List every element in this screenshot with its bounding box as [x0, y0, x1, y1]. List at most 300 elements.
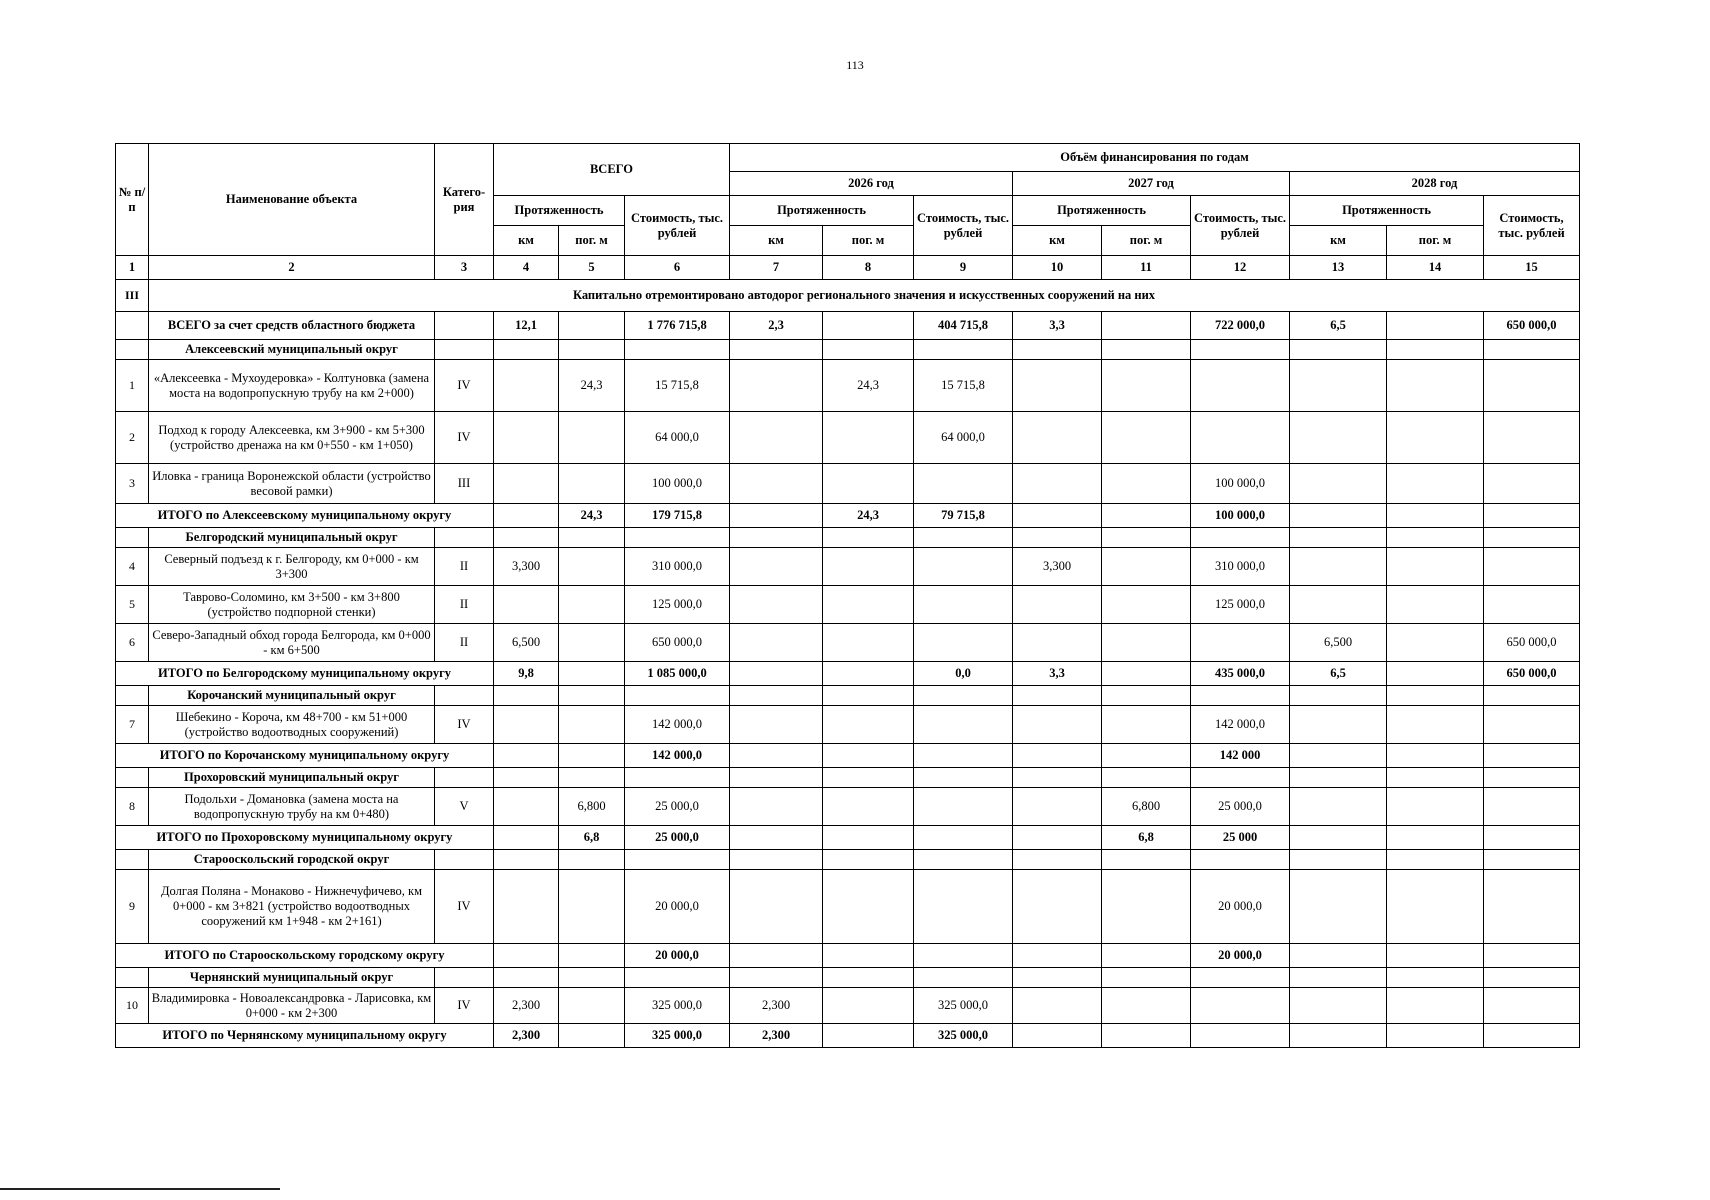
value-cell: [1290, 586, 1387, 624]
value-cell: 722 000,0: [1191, 312, 1290, 340]
value-cell: [730, 464, 823, 504]
value-cell: [1387, 464, 1484, 504]
value-cell: [1102, 464, 1191, 504]
value-cell: [1387, 870, 1484, 944]
value-cell: [559, 988, 625, 1024]
value-cell: 20 000,0: [1191, 944, 1290, 968]
value-cell: [1290, 706, 1387, 744]
empty-cell: [1102, 528, 1191, 548]
value-cell: [559, 1024, 625, 1048]
value-cell: [730, 706, 823, 744]
value-cell: 24,3: [823, 360, 914, 412]
municipality-name: Алексеевский муниципальный округ: [149, 340, 435, 360]
empty-cell: [625, 340, 730, 360]
empty-cell: [435, 768, 494, 788]
empty-cell: [1102, 686, 1191, 706]
object-name: «Алексеевка - Мухоудеровка» - Колтуновка (замена моста на водопропускную трубу на км 2+000): [149, 360, 435, 412]
empty-cell: [625, 850, 730, 870]
empty-cell: [730, 968, 823, 988]
value-cell: [494, 870, 559, 944]
header-km: км: [1013, 226, 1102, 256]
value-cell: 2,300: [730, 1024, 823, 1048]
value-cell: [1484, 1024, 1580, 1048]
value-cell: [494, 504, 559, 528]
object-name: Северный подъезд к г. Белгороду, км 0+000 - км 3+300: [149, 548, 435, 586]
empty-cell: [1191, 850, 1290, 870]
object-row: [116, 870, 1580, 944]
col-number: 6: [625, 256, 730, 280]
value-cell: 25 000,0: [1191, 788, 1290, 826]
header-length-total: Протяженность: [494, 196, 625, 226]
value-cell: [823, 788, 914, 826]
value-cell: 20 000,0: [625, 870, 730, 944]
value-cell: [1013, 412, 1102, 464]
header-num: № п/п: [116, 144, 149, 256]
value-cell: [1102, 312, 1191, 340]
value-cell: 6,800: [1102, 788, 1191, 826]
empty-cell: [1013, 850, 1102, 870]
value-cell: [1013, 944, 1102, 968]
value-cell: [1290, 870, 1387, 944]
subtotal-row: [116, 1024, 1580, 1048]
empty-cell: [559, 686, 625, 706]
value-cell: 25 000: [1191, 826, 1290, 850]
value-cell: 310 000,0: [1191, 548, 1290, 586]
subtotal-label: ИТОГО по Прохоровскому муниципальному округу: [116, 826, 494, 850]
value-cell: [1102, 504, 1191, 528]
value-cell: [1290, 464, 1387, 504]
col-number: 10: [1013, 256, 1102, 280]
subtotal-label: ИТОГО по Чернянскому муниципальному округу: [116, 1024, 494, 1048]
value-cell: [494, 788, 559, 826]
value-cell: [494, 464, 559, 504]
value-cell: [1191, 624, 1290, 662]
empty-cell: [1290, 850, 1387, 870]
municipality-name: Старооскольский городской округ: [149, 850, 435, 870]
header-length-2028: Протяженность: [1290, 196, 1484, 226]
subtotal-label: ИТОГО по Старооскольскому городскому округу: [116, 944, 494, 968]
value-cell: 6,8: [1102, 826, 1191, 850]
value-cell: [1102, 360, 1191, 412]
value-cell: 9,8: [494, 662, 559, 686]
object-row: [116, 548, 1580, 586]
empty-cell: [116, 768, 149, 788]
value-cell: [914, 788, 1013, 826]
value-cell: 2,300: [494, 1024, 559, 1048]
value-cell: [730, 360, 823, 412]
category-cell: IV: [435, 870, 494, 944]
value-cell: 64 000,0: [914, 412, 1013, 464]
value-cell: 100 000,0: [1191, 504, 1290, 528]
value-cell: [494, 412, 559, 464]
value-cell: [1191, 1024, 1290, 1048]
empty-cell: [1013, 768, 1102, 788]
value-cell: [1290, 504, 1387, 528]
grand-total-label: ВСЕГО за счет средств областного бюджета: [149, 312, 435, 340]
subtotal-label: ИТОГО по Алексеевскому муниципальному округу: [116, 504, 494, 528]
value-cell: [823, 662, 914, 686]
value-cell: [559, 706, 625, 744]
value-cell: [1387, 1024, 1484, 1048]
empty-cell: [1484, 340, 1580, 360]
value-cell: [1013, 504, 1102, 528]
value-cell: [1013, 464, 1102, 504]
value-cell: [1013, 744, 1102, 768]
header-row-1: [116, 144, 1580, 172]
value-cell: 142 000,0: [625, 706, 730, 744]
value-cell: 0,0: [914, 662, 1013, 686]
page-number: 113: [846, 58, 864, 72]
empty-cell: [494, 850, 559, 870]
value-cell: [1290, 826, 1387, 850]
value-cell: [1290, 944, 1387, 968]
header-cost-2028: Стоимость, тыс. рублей: [1484, 196, 1580, 256]
empty-cell: [1013, 686, 1102, 706]
value-cell: [1387, 826, 1484, 850]
empty-cell: [1191, 686, 1290, 706]
value-cell: 650 000,0: [1484, 662, 1580, 686]
value-cell: [1484, 706, 1580, 744]
value-cell: 310 000,0: [625, 548, 730, 586]
value-cell: 20 000,0: [1191, 870, 1290, 944]
subtotal-label: ИТОГО по Белгородскому муниципальному округу: [116, 662, 494, 686]
empty-cell: [823, 686, 914, 706]
section-title: Капитально отремонтировано автодорог регионального значения и искусственных сооружений на них: [149, 280, 1580, 312]
value-cell: [494, 944, 559, 968]
header-km: км: [1290, 226, 1387, 256]
empty-cell: [1102, 768, 1191, 788]
empty-cell: [823, 528, 914, 548]
empty-cell: [914, 968, 1013, 988]
object-row: [116, 464, 1580, 504]
row-number: 5: [116, 586, 149, 624]
empty-cell: [730, 850, 823, 870]
category-cell: IV: [435, 360, 494, 412]
header-year-2027: 2027 год: [1013, 172, 1290, 196]
empty-cell: [625, 528, 730, 548]
value-cell: [1102, 586, 1191, 624]
empty-cell: [730, 340, 823, 360]
value-cell: 125 000,0: [1191, 586, 1290, 624]
category-cell: [435, 312, 494, 340]
header-m: пог. м: [1387, 226, 1484, 256]
empty-cell: [1387, 340, 1484, 360]
value-cell: 100 000,0: [1191, 464, 1290, 504]
value-cell: [1102, 548, 1191, 586]
value-cell: 24,3: [559, 504, 625, 528]
empty-cell: [1484, 768, 1580, 788]
header-length-2026: Протяженность: [730, 196, 914, 226]
value-cell: [1013, 586, 1102, 624]
value-cell: 325 000,0: [914, 988, 1013, 1024]
value-cell: [823, 464, 914, 504]
value-cell: 3,300: [1013, 548, 1102, 586]
empty-cell: [435, 850, 494, 870]
value-cell: [1387, 988, 1484, 1024]
column-number-row: [116, 256, 1580, 280]
object-row: [116, 988, 1580, 1024]
empty-cell: [1191, 528, 1290, 548]
value-cell: [1013, 624, 1102, 662]
value-cell: [494, 360, 559, 412]
category-cell: IV: [435, 412, 494, 464]
value-cell: [914, 706, 1013, 744]
row-number: 8: [116, 788, 149, 826]
subtotal-row: [116, 744, 1580, 768]
value-cell: [1484, 548, 1580, 586]
row-number: 7: [116, 706, 149, 744]
value-cell: [823, 412, 914, 464]
row-number: 10: [116, 988, 149, 1024]
empty-cell: [435, 968, 494, 988]
object-row: [116, 412, 1580, 464]
value-cell: [1290, 548, 1387, 586]
empty-cell: [494, 340, 559, 360]
value-cell: 6,500: [494, 624, 559, 662]
object-name: Таврово-Соломино, км 3+500 - км 3+800 (устройство подпорной стенки): [149, 586, 435, 624]
value-cell: [1013, 788, 1102, 826]
header-name: Наименование объекта: [149, 144, 435, 256]
row-number: 1: [116, 360, 149, 412]
empty-cell: [116, 528, 149, 548]
value-cell: [1484, 504, 1580, 528]
value-cell: 142 000,0: [625, 744, 730, 768]
value-cell: 1 776 715,8: [625, 312, 730, 340]
value-cell: [1484, 988, 1580, 1024]
value-cell: [559, 870, 625, 944]
header-year-2028: 2028 год: [1290, 172, 1580, 196]
value-cell: [730, 586, 823, 624]
col-number: 7: [730, 256, 823, 280]
empty-cell: [823, 968, 914, 988]
value-cell: [1387, 548, 1484, 586]
municipality-row: [116, 528, 1580, 548]
value-cell: 3,3: [1013, 662, 1102, 686]
object-row: [116, 788, 1580, 826]
empty-cell: [116, 340, 149, 360]
value-cell: [1191, 988, 1290, 1024]
col-number: 14: [1387, 256, 1484, 280]
value-cell: [1290, 412, 1387, 464]
empty-cell: [559, 968, 625, 988]
row-number: 4: [116, 548, 149, 586]
empty-cell: [1387, 686, 1484, 706]
value-cell: 2,300: [494, 988, 559, 1024]
header-year-2026: 2026 год: [730, 172, 1013, 196]
value-cell: [1484, 744, 1580, 768]
value-cell: [1013, 706, 1102, 744]
value-cell: [559, 744, 625, 768]
value-cell: [914, 464, 1013, 504]
value-cell: [1484, 412, 1580, 464]
value-cell: 12,1: [494, 312, 559, 340]
value-cell: [1102, 988, 1191, 1024]
value-cell: [1387, 312, 1484, 340]
value-cell: 325 000,0: [625, 1024, 730, 1048]
value-cell: [559, 312, 625, 340]
empty-cell: [1013, 528, 1102, 548]
value-cell: [559, 662, 625, 686]
header-m: пог. м: [559, 226, 625, 256]
col-number: 2: [149, 256, 435, 280]
col-number: 15: [1484, 256, 1580, 280]
municipality-name: Прохоровский муниципальный округ: [149, 768, 435, 788]
empty-cell: [1290, 340, 1387, 360]
header-cost-2026: Стоимость, тыс. рублей: [914, 196, 1013, 256]
empty-cell: [1013, 340, 1102, 360]
value-cell: 325 000,0: [914, 1024, 1013, 1048]
category-cell: IV: [435, 706, 494, 744]
header-km: км: [494, 226, 559, 256]
empty-cell: [435, 686, 494, 706]
col-number: 4: [494, 256, 559, 280]
col-number: 8: [823, 256, 914, 280]
value-cell: 3,300: [494, 548, 559, 586]
value-cell: [1013, 870, 1102, 944]
subtotal-row: [116, 826, 1580, 850]
row-number: 3: [116, 464, 149, 504]
header-cost-total: Стоимость, тыс. рублей: [625, 196, 730, 256]
empty-cell: [435, 528, 494, 548]
empty-cell: [1102, 850, 1191, 870]
value-cell: 6,800: [559, 788, 625, 826]
header-financing: Объём финансирования по годам: [730, 144, 1580, 172]
value-cell: 20 000,0: [625, 944, 730, 968]
empty-cell: [1484, 686, 1580, 706]
value-cell: 2,3: [730, 312, 823, 340]
empty-cell: [1102, 968, 1191, 988]
col-number: 3: [435, 256, 494, 280]
empty-cell: [494, 686, 559, 706]
value-cell: [1387, 586, 1484, 624]
value-cell: 125 000,0: [625, 586, 730, 624]
value-cell: [914, 548, 1013, 586]
value-cell: 15 715,8: [625, 360, 730, 412]
empty-cell: [730, 528, 823, 548]
value-cell: [1484, 360, 1580, 412]
value-cell: [823, 1024, 914, 1048]
empty-cell: [1191, 968, 1290, 988]
value-cell: [914, 624, 1013, 662]
value-cell: 325 000,0: [625, 988, 730, 1024]
empty-cell: [494, 768, 559, 788]
object-row: [116, 624, 1580, 662]
value-cell: [823, 586, 914, 624]
object-name: Шебекино - Короча, км 48+700 - км 51+000 (устройство водоотводных сооружений): [149, 706, 435, 744]
subtotal-label: ИТОГО по Корочанскому муниципальному округу: [116, 744, 494, 768]
value-cell: 650 000,0: [625, 624, 730, 662]
empty-cell: [1191, 340, 1290, 360]
value-cell: [494, 586, 559, 624]
subtotal-row: [116, 662, 1580, 686]
value-cell: [1191, 360, 1290, 412]
value-cell: [914, 586, 1013, 624]
header-cost-2027: Стоимость, тыс. рублей: [1191, 196, 1290, 256]
header-length-2027: Протяженность: [1013, 196, 1191, 226]
value-cell: 404 715,8: [914, 312, 1013, 340]
section-number: III: [116, 280, 149, 312]
value-cell: [1102, 662, 1191, 686]
value-cell: [823, 944, 914, 968]
empty-cell: [1290, 968, 1387, 988]
value-cell: [1290, 1024, 1387, 1048]
municipality-row: [116, 686, 1580, 706]
empty-cell: [914, 850, 1013, 870]
value-cell: [730, 788, 823, 826]
empty-cell: [1387, 850, 1484, 870]
empty-cell: [1191, 768, 1290, 788]
empty-cell: [1484, 968, 1580, 988]
value-cell: 435 000,0: [1191, 662, 1290, 686]
value-cell: 3,3: [1013, 312, 1102, 340]
value-cell: [1290, 988, 1387, 1024]
object-name: Долгая Поляна - Монаково - Нижнечуфичево, км 0+000 - км 3+821 (устройство водоотводных сооружений км 1+948 - км 2+161): [149, 870, 435, 944]
value-cell: 6,8: [559, 826, 625, 850]
object-name: Подольхи - Домановка (замена моста на водопропускную трубу на км 0+480): [149, 788, 435, 826]
empty-cell: [730, 686, 823, 706]
row-number: 9: [116, 870, 149, 944]
section-row: [116, 280, 1580, 312]
value-cell: [1387, 744, 1484, 768]
header-total: ВСЕГО: [494, 144, 730, 196]
municipality-row: [116, 768, 1580, 788]
value-cell: [559, 586, 625, 624]
value-cell: [730, 662, 823, 686]
empty-cell: [823, 850, 914, 870]
empty-cell: [625, 686, 730, 706]
value-cell: [823, 988, 914, 1024]
col-number: 12: [1191, 256, 1290, 280]
value-cell: [1290, 744, 1387, 768]
col-number: 1: [116, 256, 149, 280]
value-cell: [559, 548, 625, 586]
municipality-row: [116, 340, 1580, 360]
row-number: 6: [116, 624, 149, 662]
header-m: пог. м: [823, 226, 914, 256]
value-cell: [730, 744, 823, 768]
empty-cell: [914, 340, 1013, 360]
empty-cell: [116, 850, 149, 870]
value-cell: [559, 464, 625, 504]
empty-cell: [1387, 768, 1484, 788]
value-cell: [1387, 504, 1484, 528]
municipality-row: [116, 850, 1580, 870]
value-cell: 25 000,0: [625, 788, 730, 826]
grand-total-row: [116, 312, 1580, 340]
value-cell: [1387, 706, 1484, 744]
value-cell: [1102, 870, 1191, 944]
empty-cell: [730, 768, 823, 788]
value-cell: 25 000,0: [625, 826, 730, 850]
value-cell: [494, 744, 559, 768]
empty-cell: [1013, 968, 1102, 988]
category-cell: V: [435, 788, 494, 826]
empty-cell: [914, 686, 1013, 706]
value-cell: [494, 826, 559, 850]
value-cell: [823, 870, 914, 944]
value-cell: [1013, 360, 1102, 412]
empty-cell: [625, 768, 730, 788]
value-cell: [914, 870, 1013, 944]
empty-cell: [1290, 528, 1387, 548]
empty-cell: [1484, 850, 1580, 870]
empty-cell: [559, 768, 625, 788]
value-cell: [730, 624, 823, 662]
subtotal-row: [116, 504, 1580, 528]
scan-artifact-line: [0, 1188, 280, 1190]
value-cell: 6,500: [1290, 624, 1387, 662]
subtotal-row: [116, 944, 1580, 968]
